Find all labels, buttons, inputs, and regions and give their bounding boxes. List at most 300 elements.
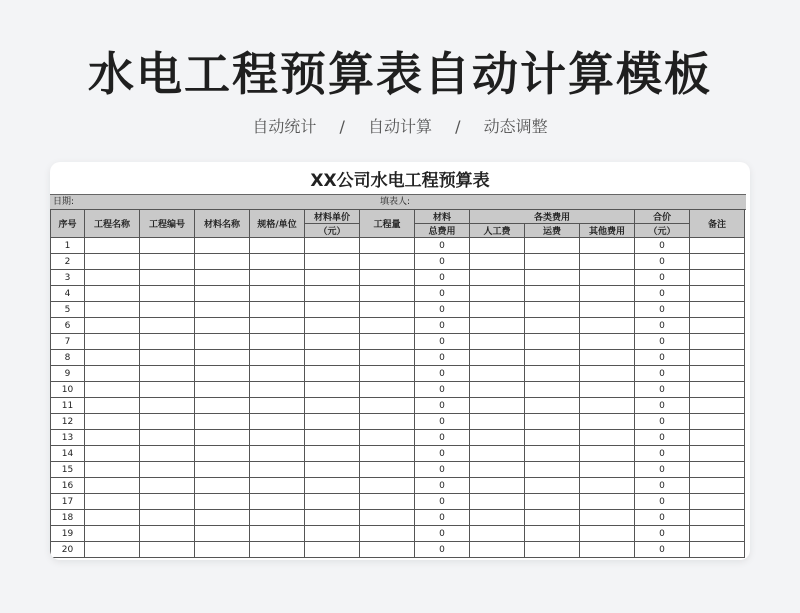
cell-spec-unit[interactable] xyxy=(250,462,305,478)
cell-other[interactable] xyxy=(580,334,635,350)
cell-material-name[interactable] xyxy=(195,478,250,494)
cell-material-name[interactable] xyxy=(195,238,250,254)
cell-project-code[interactable] xyxy=(140,478,195,494)
table-row xyxy=(51,478,745,494)
header-material-price-unit: （元） xyxy=(305,224,360,238)
cell-seq[interactable]: 9 xyxy=(51,366,85,382)
cell-quantity[interactable] xyxy=(360,238,415,254)
cell-quantity[interactable] xyxy=(360,334,415,350)
cell-remarks[interactable] xyxy=(690,286,745,302)
cell-material-name[interactable] xyxy=(195,286,250,302)
cell-total[interactable]: 0 xyxy=(635,270,690,286)
header-seq: 序号 xyxy=(51,210,85,238)
cell-material-price[interactable] xyxy=(305,350,360,366)
table-row xyxy=(51,526,745,542)
header-remarks: 备注 xyxy=(690,210,745,238)
cell-seq[interactable]: 2 xyxy=(51,254,85,270)
cell-seq[interactable]: 8 xyxy=(51,350,85,366)
cell-spec-unit[interactable] xyxy=(250,398,305,414)
cell-material-total[interactable]: 0 xyxy=(415,286,470,302)
cell-material-total[interactable]: 0 xyxy=(415,494,470,510)
cell-project-name[interactable] xyxy=(85,366,140,382)
cell-remarks[interactable] xyxy=(690,542,745,558)
sheet-title: XX公司水电工程预算表 xyxy=(310,171,490,191)
cell-project-name[interactable] xyxy=(85,286,140,302)
table-row xyxy=(51,238,745,254)
cell-total[interactable]: 0 xyxy=(635,542,690,558)
cell-material-total[interactable]: 0 xyxy=(415,334,470,350)
cell-quantity[interactable] xyxy=(360,254,415,270)
cell-remarks[interactable] xyxy=(690,494,745,510)
cell-spec-unit[interactable] xyxy=(250,238,305,254)
cell-remarks[interactable] xyxy=(690,350,745,366)
cell-project-name[interactable] xyxy=(85,414,140,430)
cell-project-name[interactable] xyxy=(85,254,140,270)
cell-material-price[interactable] xyxy=(305,462,360,478)
cell-spec-unit[interactable] xyxy=(250,270,305,286)
cell-spec-unit[interactable] xyxy=(250,542,305,558)
cell-quantity[interactable] xyxy=(360,302,415,318)
cell-project-code[interactable] xyxy=(140,350,195,366)
cell-material-price[interactable] xyxy=(305,382,360,398)
cell-material-name[interactable] xyxy=(195,350,250,366)
cell-freight[interactable] xyxy=(525,526,580,542)
cell-labor[interactable] xyxy=(470,302,525,318)
cell-material-name[interactable] xyxy=(195,494,250,510)
cell-material-name[interactable] xyxy=(195,254,250,270)
cell-other[interactable] xyxy=(580,270,635,286)
cell-material-price[interactable] xyxy=(305,398,360,414)
cell-material-total[interactable]: 0 xyxy=(415,478,470,494)
cell-material-price[interactable] xyxy=(305,366,360,382)
cell-other[interactable] xyxy=(580,510,635,526)
cell-material-name[interactable] xyxy=(195,318,250,334)
table-row xyxy=(51,446,745,462)
table-row xyxy=(51,254,745,270)
cell-material-price[interactable] xyxy=(305,254,360,270)
cell-material-price[interactable] xyxy=(305,494,360,510)
cell-quantity[interactable] xyxy=(360,510,415,526)
cell-material-price[interactable] xyxy=(305,510,360,526)
cell-quantity[interactable] xyxy=(360,270,415,286)
cell-material-name[interactable] xyxy=(195,398,250,414)
cell-material-price[interactable] xyxy=(305,238,360,254)
budget-table xyxy=(50,209,745,558)
cell-material-name[interactable] xyxy=(195,414,250,430)
table-row xyxy=(51,430,745,446)
cell-total[interactable]: 0 xyxy=(635,286,690,302)
cell-project-name[interactable] xyxy=(85,462,140,478)
header-freight: 运费 xyxy=(525,224,580,238)
cell-spec-unit[interactable] xyxy=(250,430,305,446)
cell-seq[interactable]: 16 xyxy=(51,478,85,494)
cell-labor[interactable] xyxy=(470,526,525,542)
cell-labor[interactable] xyxy=(470,398,525,414)
cell-other[interactable] xyxy=(580,302,635,318)
cell-quantity[interactable] xyxy=(360,430,415,446)
cell-seq[interactable]: 18 xyxy=(51,510,85,526)
cell-labor[interactable] xyxy=(470,286,525,302)
cell-quantity[interactable] xyxy=(360,446,415,462)
cell-quantity[interactable] xyxy=(360,526,415,542)
cell-quantity[interactable] xyxy=(360,478,415,494)
cell-material-total[interactable]: 0 xyxy=(415,446,470,462)
cell-remarks[interactable] xyxy=(690,510,745,526)
cell-material-total[interactable]: 0 xyxy=(415,366,470,382)
cell-quantity[interactable] xyxy=(360,398,415,414)
cell-material-total[interactable]: 0 xyxy=(415,318,470,334)
cell-project-code[interactable] xyxy=(140,318,195,334)
cell-total[interactable]: 0 xyxy=(635,446,690,462)
table-row xyxy=(51,318,745,334)
cell-project-code[interactable] xyxy=(140,398,195,414)
cell-material-price[interactable] xyxy=(305,286,360,302)
cell-other[interactable] xyxy=(580,526,635,542)
cell-project-code[interactable] xyxy=(140,286,195,302)
cell-material-name[interactable] xyxy=(195,366,250,382)
cell-freight[interactable] xyxy=(525,334,580,350)
cell-other[interactable] xyxy=(580,366,635,382)
cell-remarks[interactable] xyxy=(690,430,745,446)
cell-spec-unit[interactable] xyxy=(250,526,305,542)
cell-material-name[interactable] xyxy=(195,430,250,446)
header-other: 其他费用 xyxy=(580,224,635,238)
cell-remarks[interactable] xyxy=(690,478,745,494)
cell-material-total[interactable]: 0 xyxy=(415,430,470,446)
cell-project-code[interactable] xyxy=(140,334,195,350)
header-material-total-sub: 总费用 xyxy=(415,224,470,238)
feature-tag: 自动计算 xyxy=(367,117,432,136)
feature-tag: 自动统计 xyxy=(252,117,317,136)
cell-remarks[interactable] xyxy=(690,382,745,398)
cell-seq[interactable]: 10 xyxy=(51,382,85,398)
cell-quantity[interactable] xyxy=(360,494,415,510)
header-spec-unit: 规格/单位 xyxy=(250,210,305,238)
cell-project-code[interactable] xyxy=(140,510,195,526)
page-headline: 水电工程预算表自动计算模板 xyxy=(88,47,712,101)
cell-quantity[interactable] xyxy=(360,542,415,558)
cell-labor[interactable] xyxy=(470,318,525,334)
cell-seq[interactable]: 15 xyxy=(51,462,85,478)
date-label[interactable]: 日期: xyxy=(53,197,75,207)
cell-material-total[interactable]: 0 xyxy=(415,398,470,414)
cell-material-name[interactable] xyxy=(195,382,250,398)
cell-material-name[interactable] xyxy=(195,462,250,478)
cell-quantity[interactable] xyxy=(360,318,415,334)
cell-material-name[interactable] xyxy=(195,510,250,526)
cell-spec-unit[interactable] xyxy=(250,382,305,398)
cell-freight[interactable] xyxy=(525,366,580,382)
cell-labor[interactable] xyxy=(470,334,525,350)
cell-project-code[interactable] xyxy=(140,270,195,286)
cell-freight[interactable] xyxy=(525,398,580,414)
cell-seq[interactable]: 17 xyxy=(51,494,85,510)
cell-project-name[interactable] xyxy=(85,350,140,366)
cell-labor[interactable] xyxy=(470,510,525,526)
cell-other[interactable] xyxy=(580,446,635,462)
cell-spec-unit[interactable] xyxy=(250,414,305,430)
cell-other[interactable] xyxy=(580,462,635,478)
cell-material-price[interactable] xyxy=(305,414,360,430)
cell-remarks[interactable] xyxy=(690,270,745,286)
cell-labor[interactable] xyxy=(470,366,525,382)
cell-project-name[interactable] xyxy=(85,494,140,510)
cell-total[interactable]: 0 xyxy=(635,478,690,494)
cell-other[interactable] xyxy=(580,542,635,558)
cell-freight[interactable] xyxy=(525,350,580,366)
cell-labor[interactable] xyxy=(470,382,525,398)
cell-material-total[interactable]: 0 xyxy=(415,542,470,558)
cell-quantity[interactable] xyxy=(360,462,415,478)
cell-spec-unit[interactable] xyxy=(250,286,305,302)
cell-project-code[interactable] xyxy=(140,494,195,510)
cell-project-name[interactable] xyxy=(85,318,140,334)
cell-other[interactable] xyxy=(580,414,635,430)
cell-project-code[interactable] xyxy=(140,542,195,558)
header-material-price: 材料单价 xyxy=(305,210,360,224)
cell-total[interactable]: 0 xyxy=(635,462,690,478)
cell-total[interactable]: 0 xyxy=(635,430,690,446)
cell-spec-unit[interactable] xyxy=(250,350,305,366)
cell-freight[interactable] xyxy=(525,462,580,478)
cell-remarks[interactable] xyxy=(690,238,745,254)
cell-material-price[interactable] xyxy=(305,430,360,446)
header-project-name: 工程名称 xyxy=(85,210,140,238)
cell-seq[interactable]: 13 xyxy=(51,430,85,446)
cell-material-price[interactable] xyxy=(305,334,360,350)
cell-material-total[interactable]: 0 xyxy=(415,526,470,542)
cell-spec-unit[interactable] xyxy=(250,302,305,318)
cell-material-name[interactable] xyxy=(195,270,250,286)
cell-freight[interactable] xyxy=(525,382,580,398)
info-row xyxy=(50,194,746,210)
cell-total[interactable]: 0 xyxy=(635,318,690,334)
cell-project-name[interactable] xyxy=(85,238,140,254)
feature-tags xyxy=(0,114,800,137)
header-material-name: 材料名称 xyxy=(195,210,250,238)
cell-spec-unit[interactable] xyxy=(250,366,305,382)
cell-freight[interactable] xyxy=(525,430,580,446)
spreadsheet-card xyxy=(50,162,750,560)
cell-spec-unit[interactable] xyxy=(250,318,305,334)
cell-material-total[interactable]: 0 xyxy=(415,254,470,270)
cell-total[interactable]: 0 xyxy=(635,510,690,526)
cell-total[interactable]: 0 xyxy=(635,398,690,414)
cell-material-name[interactable] xyxy=(195,334,250,350)
cell-project-code[interactable] xyxy=(140,430,195,446)
cell-labor[interactable] xyxy=(470,494,525,510)
cell-material-price[interactable] xyxy=(305,542,360,558)
cell-other[interactable] xyxy=(580,238,635,254)
cell-remarks[interactable] xyxy=(690,462,745,478)
cell-freight[interactable] xyxy=(525,318,580,334)
cell-total[interactable]: 0 xyxy=(635,414,690,430)
cell-project-code[interactable] xyxy=(140,366,195,382)
cell-other[interactable] xyxy=(580,318,635,334)
cell-other[interactable] xyxy=(580,382,635,398)
cell-project-name[interactable] xyxy=(85,302,140,318)
table-row xyxy=(51,334,745,350)
table-row xyxy=(51,462,745,478)
cell-freight[interactable] xyxy=(525,270,580,286)
cell-seq[interactable]: 5 xyxy=(51,302,85,318)
feature-tag: 动态调整 xyxy=(483,117,548,136)
cell-total[interactable]: 0 xyxy=(635,350,690,366)
cell-remarks[interactable] xyxy=(690,318,745,334)
cell-total[interactable]: 0 xyxy=(635,334,690,350)
cell-labor[interactable] xyxy=(470,542,525,558)
cell-project-name[interactable] xyxy=(85,478,140,494)
cell-material-total[interactable]: 0 xyxy=(415,382,470,398)
cell-seq[interactable]: 6 xyxy=(51,318,85,334)
cell-freight[interactable] xyxy=(525,478,580,494)
cell-labor[interactable] xyxy=(470,414,525,430)
cell-material-total[interactable]: 0 xyxy=(415,510,470,526)
cell-freight[interactable] xyxy=(525,302,580,318)
cell-labor[interactable] xyxy=(470,462,525,478)
cell-project-code[interactable] xyxy=(140,254,195,270)
cell-labor[interactable] xyxy=(470,254,525,270)
header-total-unit: （元） xyxy=(635,224,690,238)
cell-project-name[interactable] xyxy=(85,446,140,462)
cell-remarks[interactable] xyxy=(690,526,745,542)
cell-freight[interactable] xyxy=(525,286,580,302)
cell-freight[interactable] xyxy=(525,254,580,270)
cell-remarks[interactable] xyxy=(690,398,745,414)
cell-material-total[interactable]: 0 xyxy=(415,270,470,286)
cell-material-total[interactable]: 0 xyxy=(415,414,470,430)
cell-labor[interactable] xyxy=(470,430,525,446)
cell-material-price[interactable] xyxy=(305,302,360,318)
cell-seq[interactable]: 19 xyxy=(51,526,85,542)
cell-seq[interactable]: 11 xyxy=(51,398,85,414)
cell-seq[interactable]: 7 xyxy=(51,334,85,350)
cell-spec-unit[interactable] xyxy=(250,510,305,526)
cell-project-name[interactable] xyxy=(85,542,140,558)
cell-quantity[interactable] xyxy=(360,382,415,398)
cell-other[interactable] xyxy=(580,350,635,366)
cell-other[interactable] xyxy=(580,494,635,510)
cell-project-code[interactable] xyxy=(140,238,195,254)
cell-other[interactable] xyxy=(580,478,635,494)
cell-project-name[interactable] xyxy=(85,526,140,542)
cell-freight[interactable] xyxy=(525,238,580,254)
cell-other[interactable] xyxy=(580,254,635,270)
table-row xyxy=(51,510,745,526)
cell-seq[interactable]: 3 xyxy=(51,270,85,286)
cell-freight[interactable] xyxy=(525,542,580,558)
cell-total[interactable]: 0 xyxy=(635,526,690,542)
filler-label[interactable]: 填表人: xyxy=(380,197,411,207)
cell-material-price[interactable] xyxy=(305,270,360,286)
cell-remarks[interactable] xyxy=(690,254,745,270)
table-body xyxy=(51,238,745,558)
cell-total[interactable]: 0 xyxy=(635,366,690,382)
cell-spec-unit[interactable] xyxy=(250,446,305,462)
cell-material-total[interactable]: 0 xyxy=(415,238,470,254)
cell-remarks[interactable] xyxy=(690,334,745,350)
cell-project-code[interactable] xyxy=(140,526,195,542)
cell-project-name[interactable] xyxy=(85,270,140,286)
cell-material-price[interactable] xyxy=(305,526,360,542)
cell-other[interactable] xyxy=(580,430,635,446)
cell-material-total[interactable]: 0 xyxy=(415,462,470,478)
cell-quantity[interactable] xyxy=(360,366,415,382)
cell-spec-unit[interactable] xyxy=(250,494,305,510)
cell-total[interactable]: 0 xyxy=(635,382,690,398)
header-project-code: 工程编号 xyxy=(140,210,195,238)
cell-labor[interactable] xyxy=(470,478,525,494)
header-fees-group: 各类费用 xyxy=(470,210,635,224)
cell-spec-unit[interactable] xyxy=(250,478,305,494)
cell-total[interactable]: 0 xyxy=(635,254,690,270)
cell-material-price[interactable] xyxy=(305,318,360,334)
cell-project-name[interactable] xyxy=(85,430,140,446)
cell-material-total[interactable]: 0 xyxy=(415,302,470,318)
cell-material-name[interactable] xyxy=(195,302,250,318)
cell-project-name[interactable] xyxy=(85,510,140,526)
cell-total[interactable]: 0 xyxy=(635,494,690,510)
cell-seq[interactable]: 12 xyxy=(51,414,85,430)
cell-seq[interactable]: 1 xyxy=(51,238,85,254)
cell-labor[interactable] xyxy=(470,238,525,254)
cell-total[interactable]: 0 xyxy=(635,302,690,318)
table-row xyxy=(51,366,745,382)
cell-quantity[interactable] xyxy=(360,286,415,302)
tag-separator: / xyxy=(455,117,461,136)
cell-material-name[interactable] xyxy=(195,526,250,542)
cell-labor[interactable] xyxy=(470,270,525,286)
cell-material-name[interactable] xyxy=(195,446,250,462)
cell-remarks[interactable] xyxy=(690,302,745,318)
cell-freight[interactable] xyxy=(525,510,580,526)
cell-other[interactable] xyxy=(580,398,635,414)
cell-labor[interactable] xyxy=(470,350,525,366)
cell-project-name[interactable] xyxy=(85,334,140,350)
cell-remarks[interactable] xyxy=(690,446,745,462)
cell-project-code[interactable] xyxy=(140,462,195,478)
table-row xyxy=(51,270,745,286)
cell-total[interactable]: 0 xyxy=(635,238,690,254)
cell-material-price[interactable] xyxy=(305,446,360,462)
cell-other[interactable] xyxy=(580,286,635,302)
cell-project-name[interactable] xyxy=(85,382,140,398)
cell-remarks[interactable] xyxy=(690,414,745,430)
cell-freight[interactable] xyxy=(525,414,580,430)
cell-material-name[interactable] xyxy=(195,542,250,558)
cell-material-price[interactable] xyxy=(305,478,360,494)
cell-project-code[interactable] xyxy=(140,446,195,462)
cell-freight[interactable] xyxy=(525,446,580,462)
cell-project-code[interactable] xyxy=(140,414,195,430)
cell-seq[interactable]: 20 xyxy=(51,542,85,558)
cell-seq[interactable]: 14 xyxy=(51,446,85,462)
cell-quantity[interactable] xyxy=(360,414,415,430)
header-total: 合价 xyxy=(635,210,690,224)
cell-project-code[interactable] xyxy=(140,382,195,398)
table-row xyxy=(51,398,745,414)
cell-project-name[interactable] xyxy=(85,398,140,414)
cell-spec-unit[interactable] xyxy=(250,254,305,270)
cell-material-total[interactable]: 0 xyxy=(415,350,470,366)
cell-project-code[interactable] xyxy=(140,302,195,318)
cell-quantity[interactable] xyxy=(360,350,415,366)
cell-seq[interactable]: 4 xyxy=(51,286,85,302)
cell-labor[interactable] xyxy=(470,446,525,462)
cell-spec-unit[interactable] xyxy=(250,334,305,350)
cell-remarks[interactable] xyxy=(690,366,745,382)
cell-freight[interactable] xyxy=(525,494,580,510)
